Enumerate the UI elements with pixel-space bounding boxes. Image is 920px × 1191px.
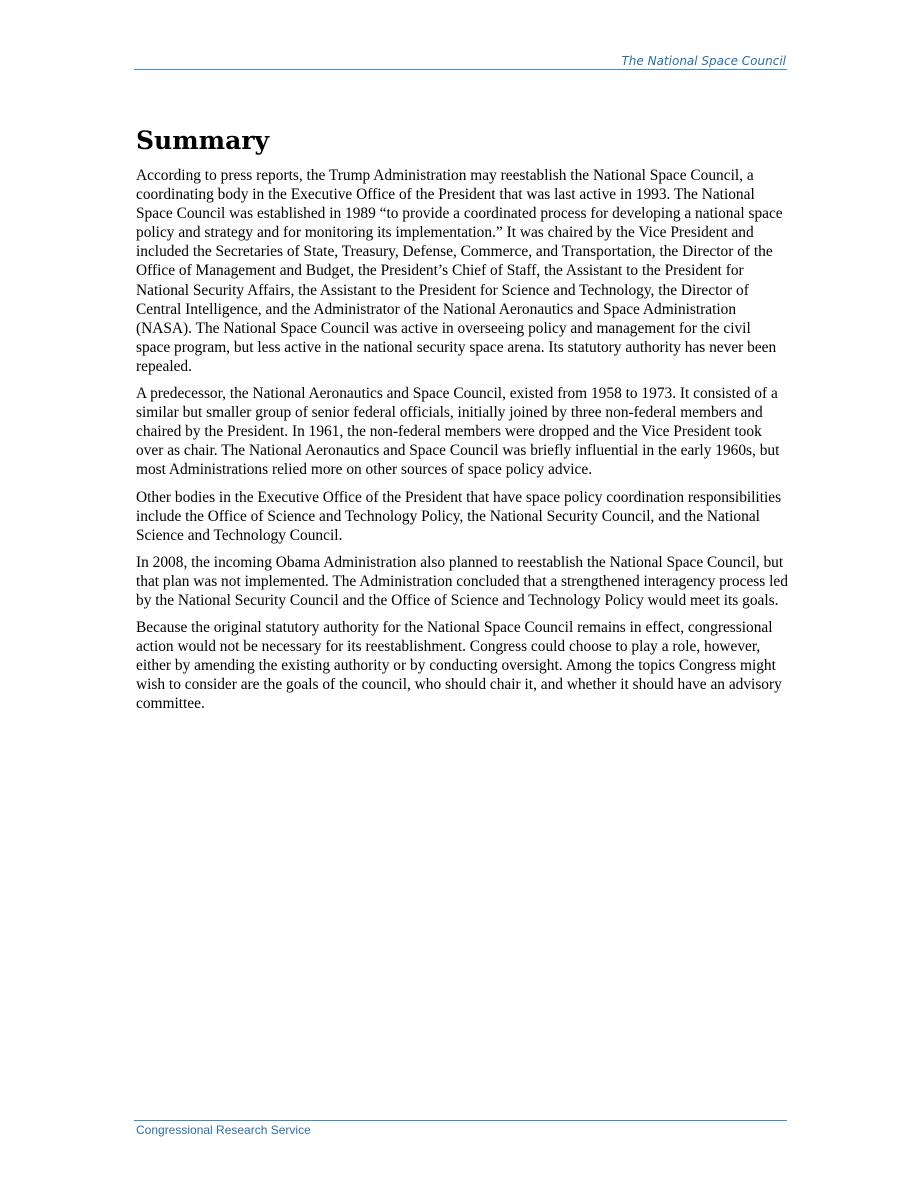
header-divider: [134, 69, 787, 70]
footer-divider: [134, 1120, 787, 1121]
summary-paragraph-3: Other bodies in the Executive Office of the President that have space policy coordination responsibilities include the Office of Science and Technology Policy, the National Security Council, and the National Science and Technology Council.: [136, 488, 782, 544]
running-header-title: The National Space Council: [621, 54, 786, 68]
footer-publisher: Congressional Research Service: [136, 1123, 311, 1137]
summary-paragraph-1: According to press reports, the Trump Administration may reestablish the National Space Council, a coordinating body in the Executive Office of the President that was last active in 1993. The National Space Council was established in 1989 “to provide a coordinated process for developing a national space policy and strategy and for monitoring its implementation.” It was chaired by the Vice President and included the Secretaries of State, Treasury, Defense, Commerce, and Transportation, the Director of the Office of Management and Budget, the President’s Chief of Staff, the Assistant to the President for National Security Affairs, the Assistant to the President for Science and Technology, the Director of Central Intelligence, and the Administrator of the National Aeronautics and Space Administration (NASA). The National Space Council was active in overseeing policy and management for the civil space program, but less active in the national security space arena. Its statutory authority has never been repealed.: [136, 167, 783, 375]
summary-paragraph-5: Because the original statutory authority for the National Space Council remains in effect, congressional action would not be necessary for its reestablishment. Congress could choose to play a role, however, either by amending the existing authority or by conducting oversight. Among the topics Congress might wish to consider are the goals of the council, who should chair it, and whether it should have an advisory committee.: [136, 619, 782, 713]
section-heading: Summary: [136, 126, 270, 155]
summary-paragraph-2: A predecessor, the National Aeronautics and Space Council, existed from 1958 to 1973. It consisted of a similar but smaller group of senior federal officials, initially joined by three non-federal members and chaired by the President. In 1961, the non-federal members were dropped and the Vice President took over as chair. The National Aeronautics and Space Council was briefly influential in the early 1960s, but most Administrations relied more on other sources of space policy advice.: [136, 385, 780, 479]
page-content: [136, 124, 788, 722]
summary-paragraph-4: In 2008, the incoming Obama Administration also planned to reestablish the National Space Council, but that plan was not implemented. The Administration concluded that a strengthened interagency process led by the National Security Council and the Office of Science and Technology Policy would meet its goals.: [136, 553, 788, 609]
